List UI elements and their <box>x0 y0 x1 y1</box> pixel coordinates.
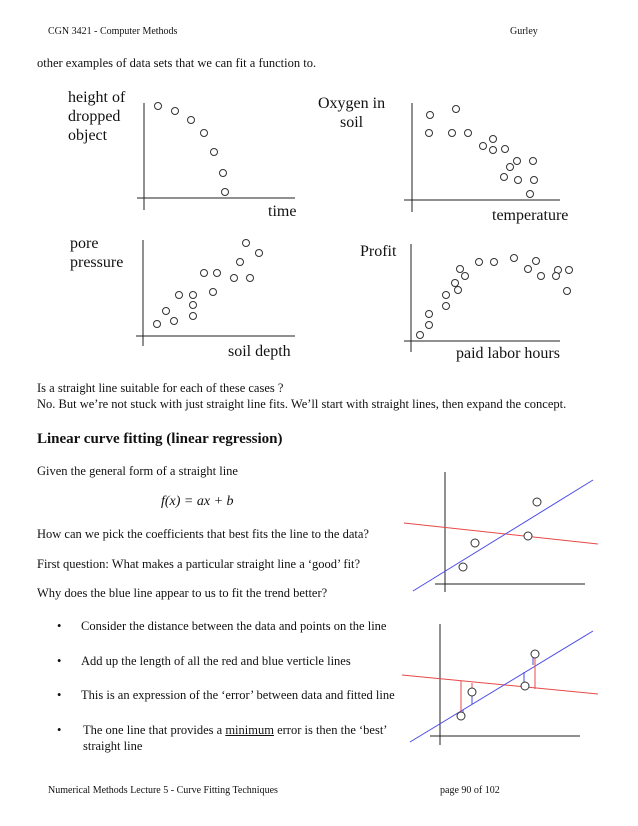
plot2-point <box>427 112 434 119</box>
plot4-point <box>417 332 424 339</box>
plot2-xlabel: temperature <box>492 207 569 224</box>
plot2-point <box>514 158 521 165</box>
plot1-point <box>220 170 227 177</box>
plot4-point <box>566 267 573 274</box>
plot3-point <box>190 313 197 320</box>
fit1-point <box>533 498 541 506</box>
plot4-point <box>426 322 433 329</box>
plot2-point <box>530 158 537 165</box>
plot3-point <box>256 250 263 257</box>
fit-diagram-residuals <box>402 624 598 745</box>
plot3-point <box>176 292 183 299</box>
plot1-xlabel: time <box>268 203 297 220</box>
fit1-blue-line <box>413 480 593 591</box>
plot4-point <box>491 259 498 266</box>
plot3-point <box>154 321 161 328</box>
formula: f(x) = ax + b <box>161 494 234 509</box>
plot4-point <box>455 287 462 294</box>
plot4-point <box>511 255 518 262</box>
plot4-point <box>462 273 469 280</box>
plot3-point <box>190 292 197 299</box>
bullet-4: The one line that provides a minimum error is then the ‘best’ <box>83 723 388 737</box>
plot2-point <box>449 130 456 137</box>
header-author: Gurley <box>510 26 538 37</box>
plot3-ylabel: pore pressure <box>70 235 124 271</box>
plot3-xlabel: soil depth <box>228 343 291 360</box>
plot4-point <box>443 292 450 299</box>
plot2-point <box>515 177 522 184</box>
intro-text: other examples of data sets that we can fit a function to. <box>37 56 317 70</box>
answer-text: No. But we’re not stuck with just straight line fits. We’ll start with straight lines, then expand the concept. <box>37 397 567 411</box>
plot4-point <box>525 266 532 273</box>
bullet-marker: • <box>57 723 62 737</box>
plot2-point <box>465 130 472 137</box>
plot1-point <box>172 108 179 115</box>
plot1-point <box>201 130 208 137</box>
minimum-emphasis: minimum <box>225 723 274 737</box>
plot2-point <box>426 130 433 137</box>
footer-page: page 90 of 102 <box>440 785 500 796</box>
fit-diagram-lines <box>404 472 598 592</box>
fit2-point <box>521 682 529 690</box>
plot2-point <box>501 174 508 181</box>
plot3-point <box>214 270 221 277</box>
fit2-point <box>531 650 539 658</box>
fit2-point <box>457 712 465 720</box>
plot3-point <box>237 259 244 266</box>
plot2-point <box>480 143 487 150</box>
plot4-point <box>443 303 450 310</box>
plot4-xlabel: paid labor hours <box>456 345 560 362</box>
bullet-1: Consider the distance between the data and points on the line <box>81 619 387 633</box>
plot-profit-vs-labor-hours <box>404 244 573 352</box>
plot1-point <box>188 117 195 124</box>
footer-lecture: Numerical Methods Lecture 5 - Curve Fitting Techniques <box>48 785 278 796</box>
plot2-point <box>453 106 460 113</box>
plot1-point <box>155 103 162 110</box>
plot4-point <box>452 280 459 287</box>
given-text: Given the general form of a straight line <box>37 464 238 478</box>
plot2-point <box>490 147 497 154</box>
plot3-point <box>171 318 178 325</box>
fit2-point <box>468 688 476 696</box>
bullet-3: This is an expression of the ‘error’ between data and fitted line <box>81 688 395 702</box>
plot2-point <box>531 177 538 184</box>
question-2: First question: What makes a particular straight line a ‘good’ fit? <box>37 557 361 571</box>
plot4-point <box>426 311 433 318</box>
fit2-red-line <box>402 675 598 694</box>
plot3-point <box>201 270 208 277</box>
plot3-point <box>210 289 217 296</box>
fit1-point <box>471 539 479 547</box>
plot4-point <box>538 273 545 280</box>
bullet-2: Add up the length of all the red and blue verticle lines <box>81 654 351 668</box>
header-course: CGN 3421 - Computer Methods <box>48 26 178 37</box>
plot-pore-pressure-vs-soil-depth <box>136 240 295 347</box>
question-3: Why does the blue line appear to us to fit the trend better? <box>37 586 328 600</box>
plot4-point <box>457 266 464 273</box>
plot2-ylabel: Oxygen in soil <box>318 95 386 131</box>
section-heading: Linear curve fitting (linear regression) <box>37 431 283 447</box>
plot3-point <box>163 308 170 315</box>
bullet-marker: • <box>57 619 62 633</box>
plot1-point <box>222 189 229 196</box>
plot2-point <box>507 164 514 171</box>
plot1-ylabel: height of dropped object <box>68 89 126 144</box>
plot-height-vs-time <box>137 103 295 211</box>
plot3-point <box>231 275 238 282</box>
plot4-point <box>553 273 560 280</box>
fit1-red-line <box>404 523 598 544</box>
plot4-point <box>533 258 540 265</box>
question-text: Is a straight line suitable for each of these cases ? <box>37 381 284 395</box>
plot2-point <box>502 146 509 153</box>
bullet-4-continued: straight line <box>83 739 143 753</box>
plot3-point <box>190 302 197 309</box>
plot4-point <box>564 288 571 295</box>
plot3-point <box>243 240 250 247</box>
plot1-point <box>211 149 218 156</box>
fit1-point <box>459 563 467 571</box>
fit1-point <box>524 532 532 540</box>
plot3-point <box>247 275 254 282</box>
plot2-point <box>527 191 534 198</box>
plot-oxygen-vs-temperature <box>404 103 560 212</box>
plot2-point <box>490 136 497 143</box>
question-1: How can we pick the coefficients that best fits the line to the data? <box>37 527 369 541</box>
bullet-marker: • <box>57 654 62 668</box>
plot4-ylabel: Profit <box>360 243 397 260</box>
bullet-marker: • <box>57 688 62 702</box>
fit2-blue-line <box>410 631 593 742</box>
plot4-point <box>476 259 483 266</box>
